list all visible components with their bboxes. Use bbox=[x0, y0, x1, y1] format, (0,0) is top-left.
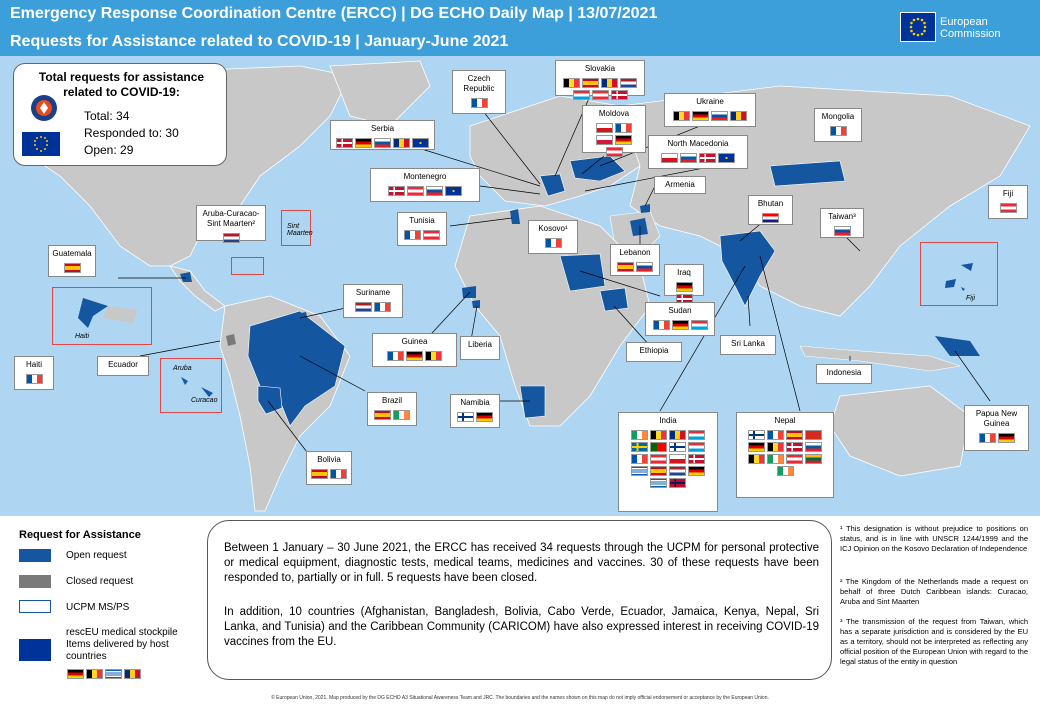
flag-luxembourg-icon bbox=[688, 442, 705, 452]
callout-taiwan bbox=[820, 208, 864, 238]
callout-png bbox=[964, 405, 1029, 451]
flag-germany-icon bbox=[998, 433, 1015, 443]
flag-belgium-icon bbox=[86, 669, 103, 679]
callout-title: Kosovo¹ bbox=[538, 224, 568, 233]
callout-brazil bbox=[367, 392, 417, 426]
flag-netherlands-icon bbox=[669, 466, 686, 476]
callout-title: Guinea bbox=[401, 337, 428, 346]
flag-austria-icon bbox=[592, 90, 609, 100]
flag-slovakia-icon bbox=[834, 226, 851, 236]
callout-title: Liberia bbox=[467, 340, 492, 349]
flag-croatia-icon bbox=[762, 213, 779, 223]
flag-slovenia-icon bbox=[805, 442, 822, 452]
flag-austria-icon bbox=[423, 230, 440, 240]
callout-title: Bhutan bbox=[757, 199, 784, 208]
callout-armenia bbox=[654, 176, 706, 194]
flag-germany-icon bbox=[615, 135, 632, 145]
legend-open-swatch bbox=[19, 549, 51, 562]
callout-title: Iraq bbox=[677, 268, 691, 277]
flag-france-icon bbox=[387, 351, 404, 361]
flag-eu-icon bbox=[445, 186, 462, 196]
header-bar bbox=[0, 0, 1040, 56]
callout-ecuador bbox=[97, 356, 149, 376]
callout-title: Moldova bbox=[598, 109, 630, 118]
flag-ireland-icon bbox=[631, 430, 648, 440]
flag-switzerland-icon bbox=[805, 430, 822, 440]
callout-aruba bbox=[196, 205, 266, 241]
legend-rescue-label: rescEU medical stockpile Items delivered by host countries bbox=[66, 627, 178, 662]
flag-romania-icon bbox=[601, 78, 618, 88]
flag-slovakia-icon bbox=[711, 111, 728, 121]
flag-france-icon bbox=[653, 320, 670, 330]
flag-lithuania-icon bbox=[805, 454, 822, 464]
flag-germany-icon bbox=[676, 282, 693, 292]
flag-france-icon bbox=[631, 454, 648, 464]
flag-france-icon bbox=[471, 98, 488, 108]
callout-title: Tunisia bbox=[409, 216, 435, 225]
callout-ethiopia bbox=[626, 342, 682, 362]
flag-france-icon bbox=[374, 302, 391, 312]
flag-netherlands-icon bbox=[355, 302, 372, 312]
callout-srilanka bbox=[720, 335, 776, 355]
callout-title: Nepal bbox=[774, 416, 796, 425]
callout-lebanon bbox=[610, 244, 660, 276]
flag-netherlands-icon bbox=[620, 78, 637, 88]
flag-denmark-icon bbox=[699, 153, 716, 163]
flag-germany-icon bbox=[406, 351, 423, 361]
flag-finland-icon bbox=[669, 442, 686, 452]
flag-austria-icon bbox=[1000, 203, 1017, 213]
flag-norway-icon bbox=[669, 478, 686, 488]
flag-finland-icon bbox=[457, 412, 474, 422]
flag-belgium-icon bbox=[767, 442, 784, 452]
callout-slovakia bbox=[555, 60, 645, 96]
callout-title: Papua New Guinea bbox=[975, 409, 1018, 428]
flag-czechia-icon bbox=[669, 454, 686, 464]
flag-belgium-icon bbox=[563, 78, 580, 88]
flag-france-icon bbox=[830, 126, 847, 136]
callout-nmacedonia bbox=[648, 135, 748, 169]
totals-title: Total requests for assistance related to COVID-19: bbox=[38, 70, 205, 99]
callout-kosovo bbox=[528, 220, 578, 254]
flag-denmark-icon bbox=[388, 186, 405, 196]
callout-title: Aruba-Curacao-Sint Maarten² bbox=[202, 209, 260, 228]
iraq-shape bbox=[630, 218, 648, 236]
flag-netherlands-icon bbox=[223, 233, 240, 243]
callout-ukraine bbox=[664, 93, 756, 127]
callout-bolivia bbox=[306, 451, 352, 485]
flag-slovakia-icon bbox=[426, 186, 443, 196]
flag-luxembourg-icon bbox=[573, 90, 590, 100]
callout-namibia bbox=[450, 394, 500, 428]
flag-slovenia-icon bbox=[680, 153, 697, 163]
callout-nepal bbox=[736, 412, 834, 498]
callout-title: Serbia bbox=[370, 124, 395, 133]
callout-title: Haiti bbox=[25, 360, 42, 369]
flag-belgium-icon bbox=[748, 454, 765, 464]
callout-title: Mongolia bbox=[821, 112, 855, 121]
open-count: Open: 29 bbox=[84, 143, 134, 157]
flag-romania-icon bbox=[124, 669, 141, 679]
flag-spain-icon bbox=[582, 78, 599, 88]
callout-title: Ukraine bbox=[696, 97, 724, 106]
flag-denmark-icon bbox=[336, 138, 353, 148]
flag-germany-icon bbox=[355, 138, 372, 148]
flag-france-icon bbox=[767, 430, 784, 440]
flag-germany-icon bbox=[67, 669, 84, 679]
legend-closed-swatch bbox=[19, 575, 51, 588]
flag-germany-icon bbox=[476, 412, 493, 422]
callout-montenegro bbox=[370, 168, 480, 202]
legend-rescue-flags bbox=[66, 665, 142, 683]
flag-slovakia-icon bbox=[636, 262, 653, 272]
copyright-footer: © European Union, 2021. Map produced by the DG ECHO A3 Situational Awareness Team and JRC. The boundaries and the names shown on this map do not imply official endorsement or acceptance by the European Union. bbox=[271, 695, 769, 701]
australia-land bbox=[830, 386, 970, 476]
flag-ireland-icon bbox=[777, 466, 794, 476]
eu-flag-icon bbox=[22, 132, 60, 156]
callout-title: Brazil bbox=[381, 396, 402, 405]
flag-france-icon bbox=[404, 230, 421, 240]
haiti-inset: Haiti bbox=[52, 287, 152, 345]
flag-austria-icon bbox=[606, 147, 623, 157]
flag-austria-icon bbox=[650, 454, 667, 464]
map-subtitle: Requests for Assistance related to COVID-19 | January-June 2021 bbox=[10, 33, 509, 50]
flag-belgium-icon bbox=[425, 351, 442, 361]
flag-slovenia-icon bbox=[374, 138, 391, 148]
callout-guinea bbox=[372, 333, 457, 367]
total-count: Total: 34 bbox=[84, 109, 130, 123]
flag-sweden-icon bbox=[631, 442, 648, 452]
flag-ireland-icon bbox=[767, 454, 784, 464]
legend-ucpm-label: UCPM MS/PS bbox=[66, 602, 130, 613]
eu-commission-logo-text: European Commission bbox=[940, 16, 1001, 40]
flag-france-icon bbox=[615, 123, 632, 133]
liberia-shape bbox=[472, 300, 480, 308]
legend-open-label: Open request bbox=[66, 550, 127, 561]
callout-title: Montenegro bbox=[403, 172, 447, 181]
flag-germany-icon bbox=[692, 111, 709, 121]
ethiopia-shape bbox=[600, 288, 628, 311]
callout-serbia bbox=[330, 120, 435, 150]
flag-austria-icon bbox=[407, 186, 424, 196]
callout-czech bbox=[452, 70, 506, 114]
flag-czechia-icon bbox=[661, 153, 678, 163]
guinea-shape bbox=[462, 286, 476, 298]
flag-spain-icon bbox=[311, 469, 328, 479]
fiji-inset: Fiji bbox=[920, 242, 998, 306]
flag-czechia-icon bbox=[596, 123, 613, 133]
sint-maarten-inset: Sint Maarten bbox=[281, 210, 311, 246]
callout-bhutan bbox=[748, 195, 793, 225]
flag-germany-icon bbox=[672, 320, 689, 330]
callout-title: Armenia bbox=[665, 180, 695, 189]
flag-luxembourg-icon bbox=[688, 430, 705, 440]
legend-closed-label: Closed request bbox=[66, 576, 134, 587]
legend bbox=[0, 520, 200, 700]
callout-title: Lebanon bbox=[619, 248, 651, 257]
flag-spain-icon bbox=[374, 410, 391, 420]
flag-spain-icon bbox=[650, 466, 667, 476]
callout-title: India bbox=[659, 416, 677, 425]
callout-suriname bbox=[343, 284, 403, 318]
flag-germany-icon bbox=[748, 442, 765, 452]
callout-title: North Macedonia bbox=[667, 139, 729, 148]
flag-france-icon bbox=[26, 374, 43, 384]
callout-title: Indonesia bbox=[826, 368, 862, 377]
callout-liberia bbox=[460, 336, 500, 360]
flag-belgium-icon bbox=[650, 430, 667, 440]
callout-title: Sri Lanka bbox=[731, 339, 765, 348]
totals-box bbox=[13, 63, 227, 166]
flag-france-icon bbox=[545, 238, 562, 248]
namibia-shape bbox=[520, 386, 545, 418]
flag-greece-icon bbox=[631, 466, 648, 476]
flag-eu-icon bbox=[718, 153, 735, 163]
callout-title: Namibia bbox=[460, 398, 490, 407]
flag-denmark-icon bbox=[786, 442, 803, 452]
callout-mongolia bbox=[814, 108, 862, 142]
eu-flag-logo bbox=[900, 12, 936, 42]
caribbean-small-inset bbox=[231, 257, 264, 275]
legend-ucpm-swatch bbox=[19, 600, 51, 613]
footnote-1: ¹ This designation is without prejudice to positions on status, and is in line with UNSCR 1244/1999 and the ICJ Opinion on the Kosovo Declaration of Independence bbox=[840, 524, 1028, 553]
callout-tunisia bbox=[397, 212, 447, 246]
flag-france-icon bbox=[330, 469, 347, 479]
callout-title: Taiwan³ bbox=[828, 212, 856, 221]
flag-greece-icon bbox=[105, 669, 122, 679]
flag-belgium-icon bbox=[673, 111, 690, 121]
callout-indonesia bbox=[816, 364, 872, 384]
callout-title: Bolivia bbox=[317, 455, 341, 464]
callout-title: Ethiopia bbox=[639, 346, 669, 355]
flag-poland-icon bbox=[596, 135, 613, 145]
callout-title: Fiji bbox=[1002, 189, 1014, 198]
legend-title: Request for Assistance bbox=[19, 529, 141, 541]
responded-count: Responded to: 30 bbox=[84, 126, 179, 140]
callout-title: Guatemala bbox=[52, 249, 92, 258]
flag-denmark-icon bbox=[611, 90, 628, 100]
footnote-3: ³ The transmission of the request from Taiwan, which has a separate jurisdiction and is considered by the EU as a territory, should not be interpreted as reflecting any official position of the European Union with regard to the legal status of the entity in question bbox=[840, 617, 1028, 666]
flag-spain-icon bbox=[64, 263, 81, 273]
flag-finland-icon bbox=[748, 430, 765, 440]
map-title: Emergency Response Coordination Centre (ERCC) | DG ECHO Daily Map | 13/07/2021 bbox=[10, 5, 658, 22]
summary-paragraph-2: In addition, 10 countries (Afghanistan, Bangladesh, Bolivia, Cabo Verde, Ecuador, Jamaica, Kenya, Nepal, Sri Lanka, and Tunisia) and the Caribbean Community (CARICOM) have also expressed interest in receiving COVID-19 vaccines from the EU. bbox=[224, 606, 819, 648]
summary-textbox bbox=[207, 520, 832, 680]
flag-greece-icon bbox=[650, 478, 667, 488]
callout-title: Sudan bbox=[668, 306, 692, 315]
flag-portugal-icon bbox=[650, 442, 667, 452]
callout-fiji bbox=[988, 185, 1028, 219]
flag-denmark-icon bbox=[688, 454, 705, 464]
callout-title: Ecuador bbox=[108, 360, 138, 369]
callout-india bbox=[618, 412, 718, 512]
legend-rescue-icon bbox=[19, 639, 51, 661]
greenland-land bbox=[330, 61, 430, 126]
callout-moldova bbox=[582, 105, 646, 153]
flag-luxembourg-icon bbox=[691, 320, 708, 330]
flag-romania-icon bbox=[669, 430, 686, 440]
flag-france-icon bbox=[979, 433, 996, 443]
callout-guatemala bbox=[48, 245, 96, 277]
flag-romania-icon bbox=[730, 111, 747, 121]
callout-sudan bbox=[645, 302, 715, 336]
flag-spain-icon bbox=[617, 262, 634, 272]
footnote-2: ² The Kingdom of the Netherlands made a request on behalf of three Dutch Caribbean islands: Curacao, Aruba and Sint Maarten bbox=[840, 577, 1028, 606]
summary-paragraph-1: Between 1 January – 30 June 2021, the ERCC has received 34 requests through the UCPM for personal protective or medical equipment, diagnostic tests, medical teams, medicines and vaccines. 30 of these requests have been responded to, partially or in full. 5 requests have been closed. bbox=[224, 542, 819, 584]
central-america-land bbox=[170, 266, 225, 311]
flag-ireland-icon bbox=[393, 410, 410, 420]
flag-germany-icon bbox=[688, 466, 705, 476]
callout-title: Czech Republic bbox=[463, 74, 495, 93]
flag-spain-icon bbox=[786, 430, 803, 440]
flag-eu-icon bbox=[412, 138, 429, 148]
callout-title: Slovakia bbox=[584, 64, 616, 73]
flag-romania-icon bbox=[393, 138, 410, 148]
callout-title: Suriname bbox=[355, 288, 391, 297]
aruba-curacao-inset: Aruba Curacao bbox=[160, 358, 222, 413]
flag-austria-icon bbox=[786, 454, 803, 464]
callout-iraq bbox=[664, 264, 704, 296]
png-shape bbox=[935, 336, 980, 356]
callout-haiti bbox=[14, 356, 54, 390]
ercc-logo-icon bbox=[28, 94, 62, 122]
